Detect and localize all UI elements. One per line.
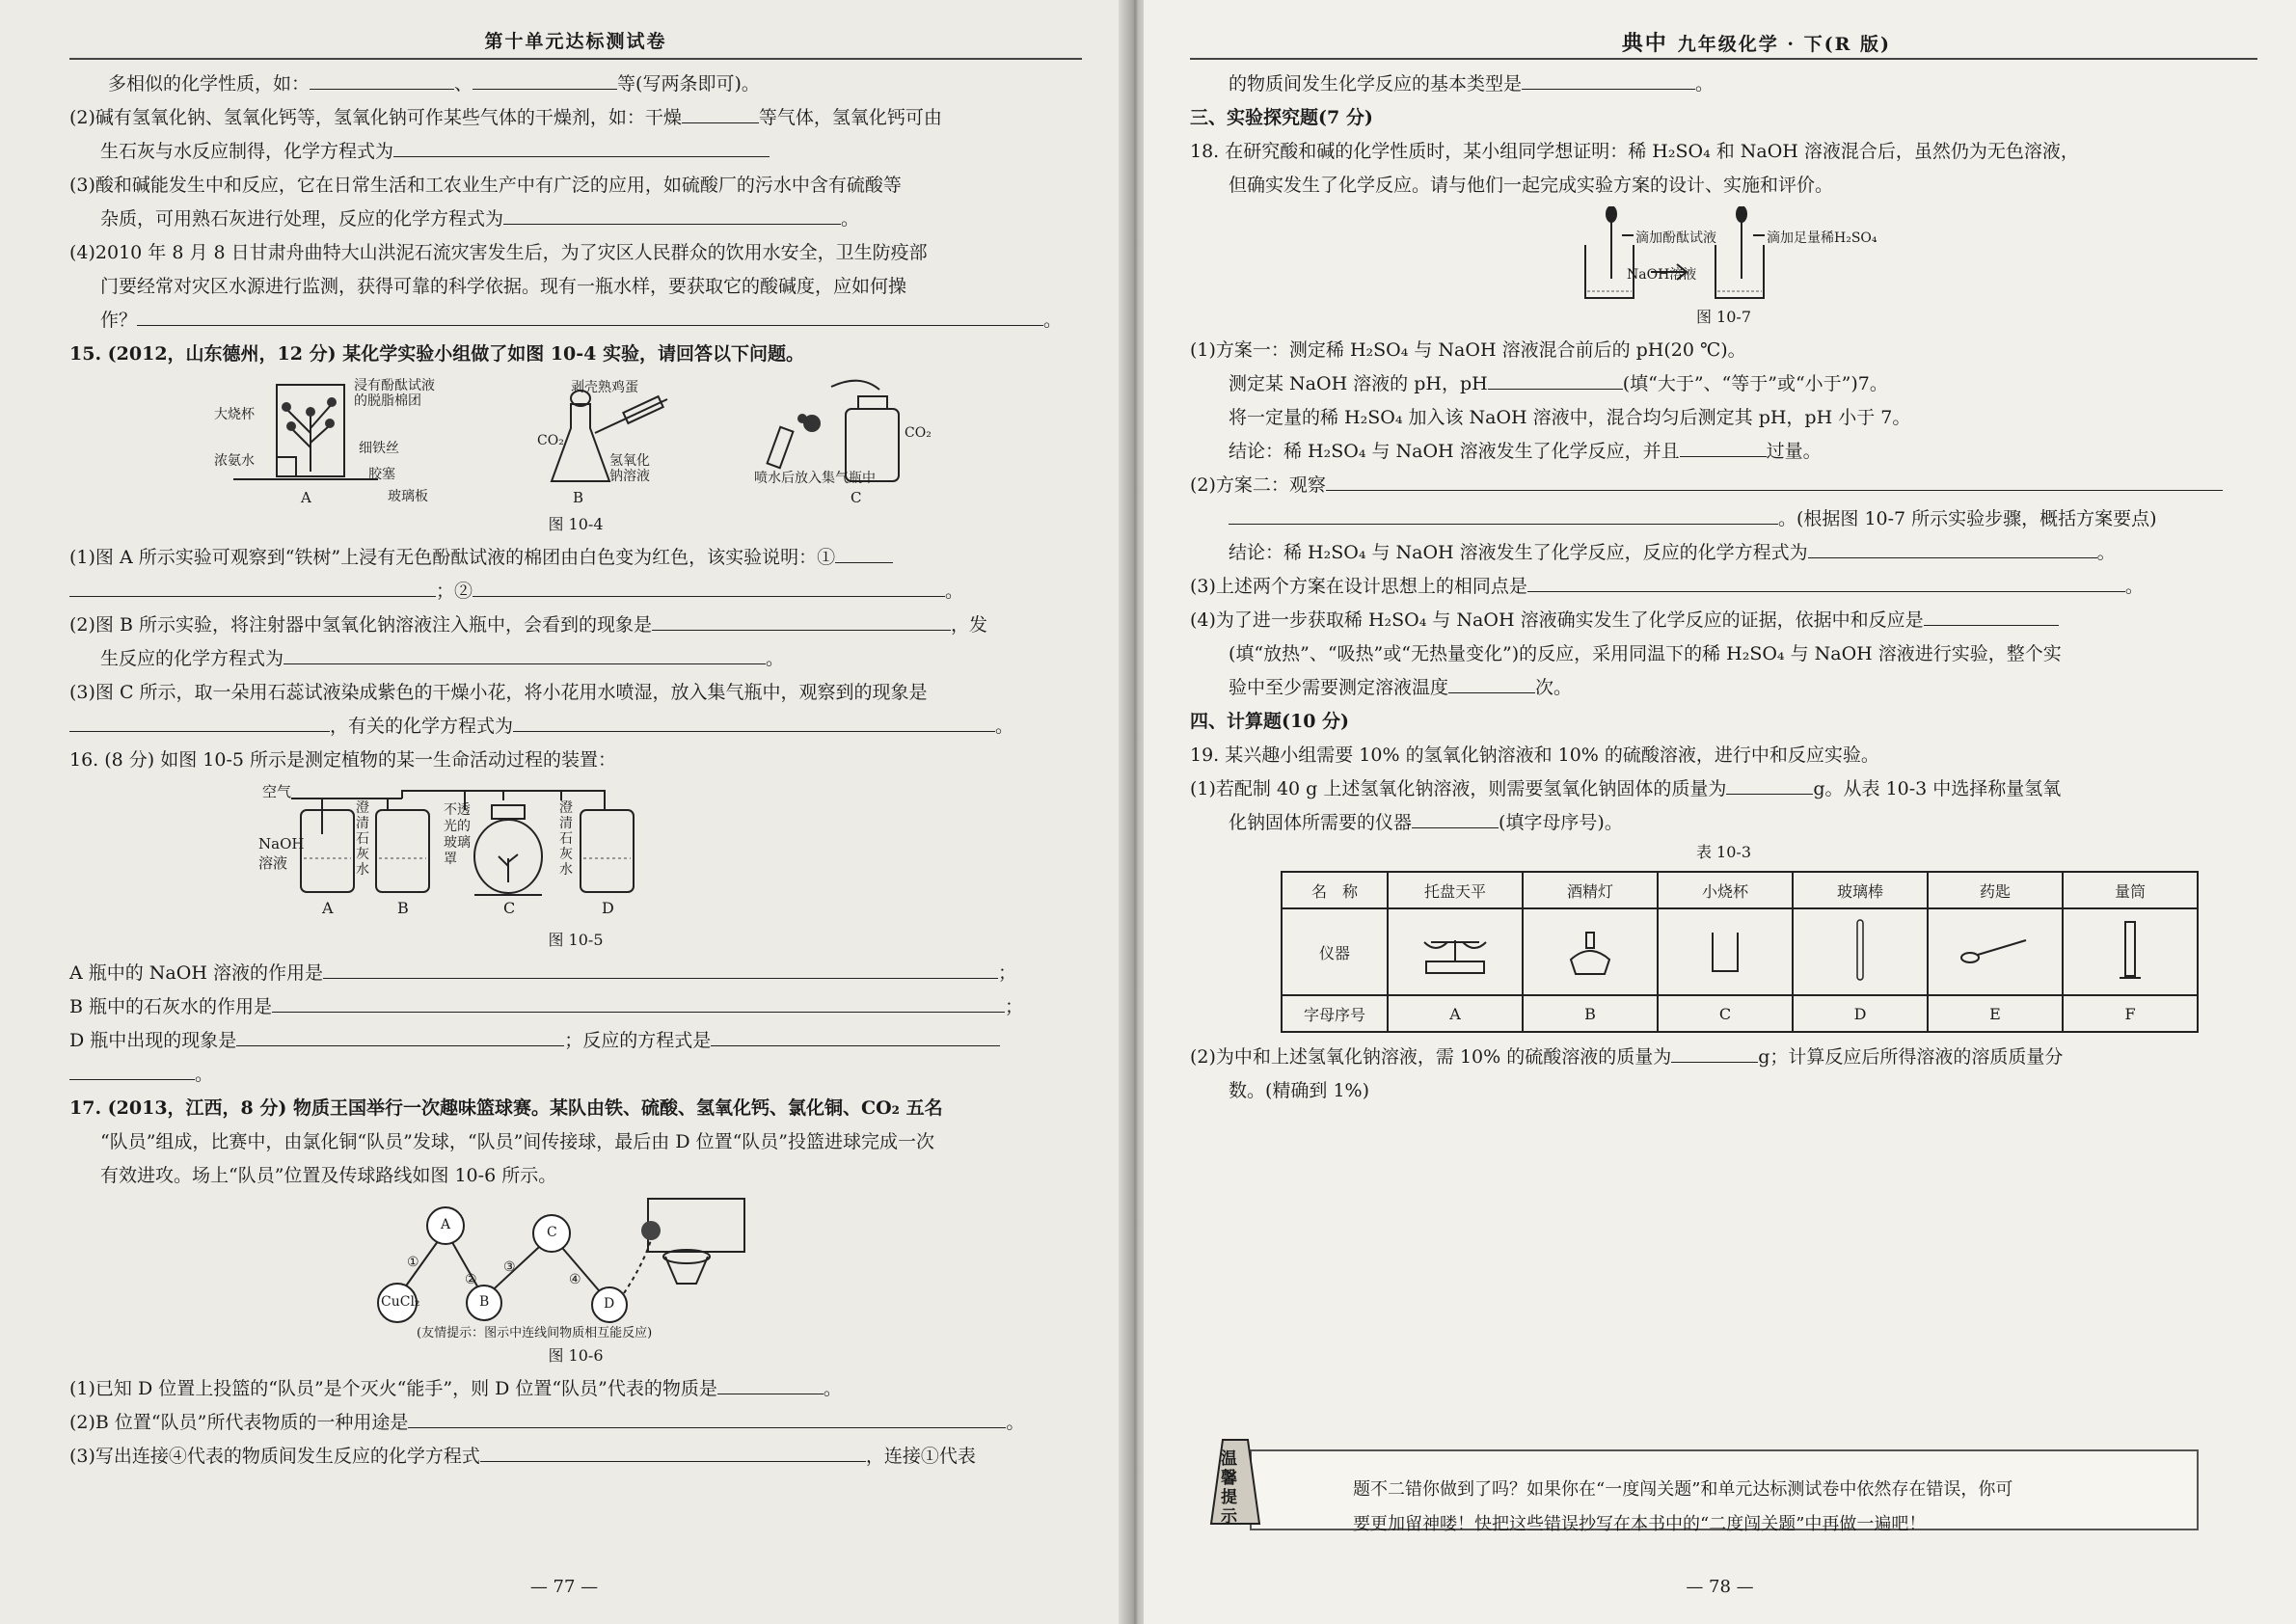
figure-label-d: D [602,899,614,917]
text-line: (2)碱有氢氧化钠、氢氧化钙等，氢氧化钠可作某些气体的干燥剂，如：干燥 等气体，氢氧化钙可由 [69,101,1082,135]
text-line: D 瓶中出现的现象是 ；反应的方程式是 [69,1024,1082,1058]
instrument-table [1281,871,2199,1033]
table-caption: 表 10-3 [1695,843,1752,861]
label-co2: CO₂ [537,433,564,448]
text-line: 有效进攻。场上“队员”位置及传球路线如图 10-6 所示。 [100,1165,557,1186]
figure-10-7-drawing [1190,206,2251,303]
spatula-icon [1928,908,2063,995]
question-19: 19. 某兴趣小组需要 10% 的氢氧化钠溶液和 10% 的硫酸溶液，进行中和反应实验。 [1190,744,1879,766]
table-row [1282,995,2198,1032]
answer-blank[interactable] [1671,1041,1758,1063]
node-cucl2: CuCl₂ [381,1294,420,1310]
answer-blank[interactable] [1680,435,1767,457]
text-line: 数。(精确到 1%) [1229,1080,1370,1101]
label-limewater: 澄清石灰水 [559,800,573,878]
answer-blank[interactable] [835,541,893,563]
text-line: (3)图 C 所示，取一朵用石蕊试液染成紫色的干燥小花，将小花用水喷湿，放入集气瓶中，观察到的现象是 [69,682,928,703]
label-naoh: 钠溶液 [609,469,650,484]
text-line: 门要经常对灾区水源进行监测，获得可靠的科学依据。现有一瓶水样，要获取它的酸碱度，应如何操 [100,276,907,297]
label-beaker: 大烧杯 [214,407,255,422]
label-naoh: 氢氧化 [609,453,650,469]
table-cell: 量筒 [2063,872,2198,908]
figure-caption: 图 10-5 [548,931,604,949]
figure-label-b: B [573,489,584,506]
label-egg: 剥壳熟鸡蛋 [571,380,638,395]
label-cover: 不透光的玻璃罩 [444,802,471,867]
answer-blank[interactable] [1229,502,1778,525]
text-line: 作？ 。 [69,304,1082,338]
page-number: — 77 — [529,1577,599,1597]
text-line: (4)为了进一步获取稀 H₂SO₄ 与 NaOH 溶液确实发生了化学反应的证据，依据中和反应是 [1190,604,2257,637]
answer-blank[interactable] [69,575,436,597]
step-label: 滴加足量稀H₂SO₄ [1767,230,1877,246]
answer-blank[interactable] [1488,367,1623,390]
answer-blank[interactable] [69,710,330,732]
question-16: 16. (8 分) 如图 10-5 所示是测定植物的某一生命活动过程的装置： [69,749,617,771]
text-line: 生反应的化学方程式为 。 [69,642,1082,676]
answer-blank[interactable] [503,203,841,225]
figure-note: (友情提示：图示中连线间物质相互能反应) [417,1326,653,1340]
alcohol-lamp-icon [1523,908,1658,995]
text-line: (1)若配制 40 g 上述氢氧化钠溶液，则需要氢氧化钠固体的质量为 g。从表 10-3 中选择称量氢氧 [1190,772,2257,806]
text-line: 多相似的化学性质，如： 、 等(写两条即可)。 [69,68,1082,101]
answer-blank[interactable] [1726,772,1813,795]
label-cotton: 浸有酚酞试液 [354,378,435,393]
answer-blank[interactable] [323,957,998,979]
answer-blank[interactable] [711,1024,1000,1046]
table-cell: D [1793,995,1928,1032]
text-line: ，有关的化学方程式为 。 [69,710,1082,744]
answer-blank[interactable] [69,1058,195,1080]
figure-label-a: A [322,899,334,917]
answer-blank[interactable] [137,304,1043,326]
table-cell: 托盘天平 [1388,872,1523,908]
text-line: 杂质，可用熟石灰进行处理，反应的化学方程式为 。 [69,203,1082,236]
table-cell: A [1388,995,1523,1032]
table-cell: 小烧杯 [1658,872,1793,908]
graduated-cylinder-icon [2063,908,2198,995]
right-page-header: 典中 九年级化学 · 下(R 版) [1190,27,2257,60]
text-line: (3)写出连接④代表的物质间发生反应的化学方程式 ，连接①代表 [69,1440,1082,1474]
text-line: (1)图 A 所示实验可观察到“铁树”上浸有无色酚酞试液的棉团由白色变为红色，该实验说明：① [69,541,1082,575]
node-d: D [604,1296,615,1312]
text-line: (3)上述两个方案在设计思想上的相同点是 。 [1190,570,2257,604]
link-3: ③ [503,1259,516,1275]
figure-label-b: B [397,899,409,917]
text-line: ；② 。 [69,575,1082,609]
table-cell: B [1523,995,1658,1032]
text-line: (2)B 位置“队员”所代表物质的一种用途是 。 [69,1406,1082,1440]
text-line: 生石灰与水反应制得，化学方程式为 [69,135,1082,169]
question-17: 17. (2013，江西，8 分) 物质王国举行一次趣味篮球赛。某队由铁、硫酸、氢氧化钙、氯化铜、CO₂ 五名 [69,1097,943,1119]
text-line: 。 [69,1058,1082,1092]
text-line: (4)2010 年 8 月 8 日甘肃舟曲特大山洪泥石流灾害发生后，为了灾区人民群众的饮用水安全，卫生防疫部 [69,242,928,263]
text-line: 。(根据图 10-7 所示实验步骤，概括方案要点) [1190,502,2257,536]
answer-blank[interactable] [513,710,995,732]
figure-10-4 [69,375,1082,510]
link-2: ② [465,1272,477,1287]
link-1: ① [407,1255,419,1270]
label-co2: CO₂ [905,425,932,441]
solution-label: NaOH溶液 [1627,267,1697,283]
text-line: (1)已知 D 位置上投篮的“队员”是个灭火“能手”，则 D 位置“队员”代表的物质是 。 [69,1372,1082,1406]
table-cell: 酒精灯 [1523,872,1658,908]
figure-10-6 [69,1197,1082,1341]
figure-label-c: C [851,489,862,506]
table-cell: F [2063,995,2198,1032]
text-line: (2)方案二：观察 [1190,469,2257,502]
text-line: “队员”组成，比赛中，由氯化铜“队员”发球，“队员”间传接球，最后由 D 位置“队员”投篮进球完成一次 [100,1131,935,1152]
node-b: B [479,1294,490,1310]
glass-rod-icon [1793,908,1928,995]
answer-blank[interactable] [1808,536,2097,558]
warm-tip [1182,1432,2204,1538]
text-line: B 瓶中的石灰水的作用是 ； [69,990,1082,1024]
right-page [1144,0,2296,1624]
text-line: 结论：稀 H₂SO₄ 与 NaOH 溶液发生了化学反应，反应的化学方程式为 。 [1190,536,2257,570]
answer-blank[interactable] [473,68,617,90]
table-row [1282,872,2198,908]
link-4: ④ [569,1272,581,1287]
label-limewater: 澄清石灰水 [356,800,369,878]
figure-10-7 [1190,206,2257,303]
answer-blank[interactable] [652,609,951,631]
answer-blank[interactable] [236,1024,564,1046]
table-cell: E [1928,995,2063,1032]
figure-10-5-drawing [69,781,1082,926]
label-cotton: 的脱脂棉团 [354,393,421,409]
node-a: A [441,1217,451,1232]
text-line: 测定某 NaOH 溶液的 pH，pH (填“大于”、“等于”或“小于”)7。 [1190,367,2257,401]
section-heading: 三、实验探究题(7 分) [1190,107,1373,128]
figure-caption: 图 10-4 [548,515,604,533]
step-label: 滴加酚酞试液 [1635,230,1716,246]
answer-blank[interactable] [1448,671,1535,693]
answer-blank[interactable] [1924,604,2059,626]
tip-sign-icon [1202,1432,1269,1529]
label-stopper: 胶塞 [368,467,395,482]
text-line: 的物质间发生化学反应的基本类型是 。 [1190,68,2257,101]
answer-blank[interactable] [480,1440,866,1462]
left-page [0,0,1128,1624]
text-line: 验中至少需要测定溶液温度 次。 [1190,671,2257,705]
brand-logo: 典中 [1621,31,1668,56]
figure-10-5 [69,781,1082,926]
text-line: 化钠固体所需要的仪器 (填字母序号)。 [1190,806,2257,840]
page-number: — 78 — [1686,1577,1754,1597]
section-heading: 四、计算题(10 分) [1190,711,1350,732]
beaker-icon [1658,908,1793,995]
text-line: (填“放热”、“吸热”或“无热量变化”)的反应，采用同温下的稀 H₂SO₄ 与 NaOH 溶液进行实验，整个实 [1229,643,2062,664]
answer-blank[interactable] [408,1406,1006,1428]
table-row [1282,908,2198,995]
text-line: A 瓶中的 NaOH 溶液的作用是 ； [69,957,1082,990]
row-header: 仪器 [1282,908,1388,995]
label-glass-plate: 玻璃板 [388,489,428,504]
row-header: 名 称 [1282,872,1388,908]
table-cell: C [1658,995,1793,1032]
figure-caption: 图 10-7 [1695,308,1752,326]
answer-blank[interactable] [682,101,759,123]
text-line: (2)为中和上述氢氧化钠溶液，需 10% 的硫酸溶液的质量为 g；计算反应后所得溶液的溶质质量分 [1190,1041,2257,1074]
text-line: (3)酸和碱能发生中和反应，它在日常生活和工农业生产中有广泛的应用，如硫酸厂的污水中含有硫酸等 [69,175,902,196]
answer-blank[interactable] [1412,806,1499,828]
left-page-header: 第十单元达标测试卷 [69,27,1082,60]
answer-blank[interactable] [1522,68,1695,90]
balance-icon [1388,908,1523,995]
text-line: 但确实发生了化学反应。请与他们一起完成实验方案的设计、实施和评价。 [1229,175,1834,196]
row-header: 字母序号 [1282,995,1388,1032]
label-spray: 喷水后放入集气瓶中 [754,471,876,486]
text-line: (2)图 B 所示实验，将注射器中氢氧化钠溶液注入瓶中，会看到的现象是 ，发 [69,609,1082,642]
answer-blank[interactable] [310,68,454,90]
answer-blank[interactable] [284,642,766,664]
table-cell: 玻璃棒 [1793,872,1928,908]
node-c: C [547,1225,557,1240]
question-15: 15. (2012，山东德州，12 分) 某化学实验小组做了如图 10-4 实验，请回答以下问题。 [69,343,804,365]
text-line: 结论：稀 H₂SO₄ 与 NaOH 溶液发生了化学反应，并且 过量。 [1190,435,2257,469]
label-air: 空气 [262,783,292,800]
answer-blank[interactable] [272,990,1005,1013]
text-line: (1)方案一：测定稀 H₂SO₄ 与 NaOH 溶液混合前后的 pH(20 ℃)。 [1190,339,1746,361]
figure-10-6-drawing [69,1197,1082,1341]
label-naoh: 溶液 [258,854,288,872]
answer-blank[interactable] [717,1372,824,1394]
question-18: 18. 在研究酸和碱的化学性质时，某小组同学想证明：稀 H₂SO₄ 和 NaOH 溶液混合后，虽然仍为无色溶液， [1190,141,2079,162]
label-ammonia: 浓氨水 [214,453,255,469]
answer-blank[interactable] [1527,570,2125,592]
table-cell: 药匙 [1928,872,2063,908]
label-wire: 细铁丝 [359,441,399,456]
figure-label-a: A [301,489,311,506]
label-naoh: NaOH [258,835,305,853]
answer-blank[interactable] [473,575,945,597]
answer-blank[interactable] [393,135,770,157]
figure-caption: 图 10-6 [548,1346,604,1365]
tip-sign-label: 温馨提示 [1221,1449,1237,1527]
answer-blank[interactable] [1326,469,2223,491]
tip-text: 题不二错你做到了吗？如果你在“一度闯关题”和单元达标测试卷中依然存在错误，你可 要更加留神喽！快把这些错误抄写在本书中的“二度闯关题”中再做一遍吧！ [1353,1479,2013,1534]
tip-box [1250,1449,2199,1534]
figure-label-c: C [503,899,516,917]
text-line: 将一定量的稀 H₂SO₄ 加入该 NaOH 溶液中，混合均匀后测定其 pH，pH 小于 7。 [1229,407,1911,428]
